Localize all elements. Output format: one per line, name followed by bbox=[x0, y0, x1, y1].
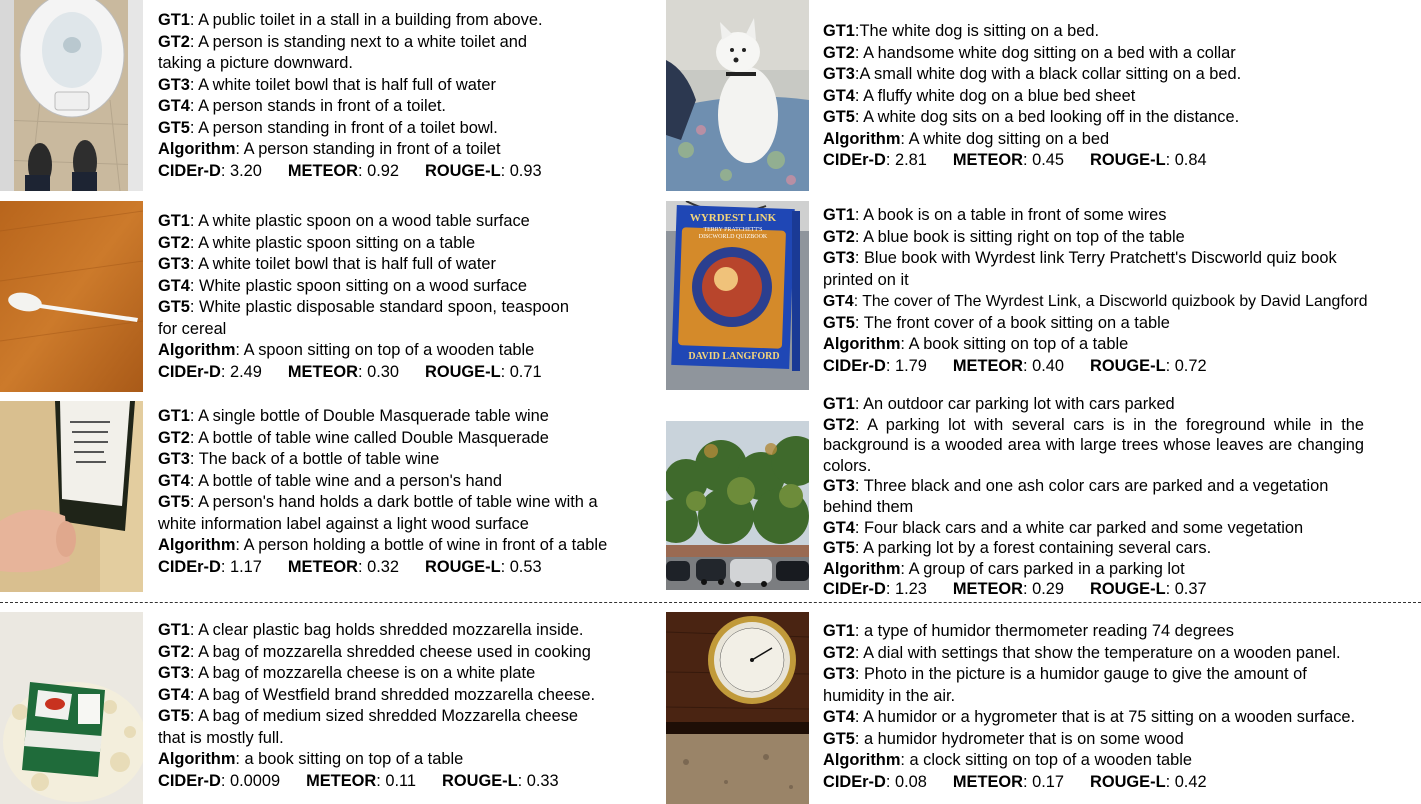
caption-algorithm: Algorithm: A book sitting on top of a table bbox=[823, 335, 1129, 353]
caption-gt3: GT3: Blue book with Wyrdest link Terry Pratchett's Discworld quiz book bbox=[823, 249, 1337, 267]
caption-gt4: GT4: A bag of Westfield brand shredded mozzarella cheese. bbox=[158, 685, 596, 704]
caption-gt5-cont: that is mostly full. bbox=[158, 728, 284, 747]
book-author-text: DAVID LANGFORD bbox=[688, 351, 780, 362]
metrics-row: CIDEr-D: 1.79 METEOR: 0.40 ROUGE-L: 0.72 bbox=[823, 356, 1207, 375]
toilet-photo bbox=[0, 0, 143, 191]
toilet-captions bbox=[158, 10, 653, 182]
caption-gt1: GT1:The white dog is sitting on a bed. bbox=[823, 22, 1100, 40]
caption-algorithm: Algorithm: a clock sitting on top of a wooden table bbox=[823, 751, 1192, 769]
caption-gt5: GT5: A bag of medium sized shredded Mozzarella cheese bbox=[158, 707, 579, 725]
caption-gt4: GT4: A humidor or a hygrometer that is at 75 sitting on a wooden surface. bbox=[823, 708, 1356, 726]
caption-gt2: GT2: A white plastic spoon sitting on a table bbox=[158, 233, 476, 252]
metrics-row: CIDEr-D: 1.17 METEOR: 0.32 ROUGE-L: 0.53 bbox=[158, 557, 542, 576]
caption-gt2: GT2: A handsome white dog sitting on a bed with a collar bbox=[823, 43, 1236, 62]
caption-gt1: GT1: A book is on a table in front of some wires bbox=[823, 206, 1167, 224]
caption-gt2: GT2: A dial with settings that show the temperature on a wooden panel. bbox=[823, 643, 1341, 662]
caption-gt3: GT3: Photo in the picture is a humidor gauge to give the amount of bbox=[823, 665, 1307, 683]
caption-gt3: GT3: A white toilet bowl that is half full of water bbox=[158, 255, 497, 273]
caption-gt3-cont: printed on it bbox=[823, 270, 909, 289]
mozzarella-bag-photo bbox=[0, 612, 143, 804]
caption-algorithm: Algorithm: A person holding a bottle of wine in front of a table bbox=[158, 536, 608, 554]
spoon-photo bbox=[0, 201, 143, 392]
caption-gt4: GT4: Four black cars and a white car parked and some vegetation bbox=[823, 518, 1304, 537]
metrics-row: CIDEr-D: 1.23 METEOR: 0.29 ROUGE-L: 0.37 bbox=[823, 580, 1207, 599]
caption-gt4: GT4: White plastic spoon sitting on a wood surface bbox=[158, 276, 527, 295]
caption-gt1: GT1: A white plastic spoon on a wood table surface bbox=[158, 212, 530, 230]
humidor-captions bbox=[823, 621, 1413, 793]
caption-gt4: GT4: A fluffy white dog on a blue bed sheet bbox=[823, 86, 1136, 105]
metrics-row: CIDEr-D: 2.81 METEOR: 0.45 ROUGE-L: 0.84 bbox=[823, 151, 1207, 169]
caption-gt5: GT5: a humidor hydrometer that is on some wood bbox=[823, 729, 1184, 748]
caption-gt2: GT2: A bottle of table wine called Double Masquerade bbox=[158, 428, 549, 447]
caption-gt4: GT4: A person stands in front of a toilet. bbox=[158, 97, 446, 115]
caption-gt2: GT2: A blue book is sitting right on top of the table bbox=[823, 227, 1185, 246]
caption-algorithm: Algorithm: A white dog sitting on a bed bbox=[823, 129, 1110, 148]
caption-algorithm: Algorithm: A person standing in front of a toilet bbox=[158, 140, 501, 158]
wine-captions bbox=[158, 406, 653, 578]
caption-gt3: GT3:A small white dog with a black collar sitting on a bed. bbox=[823, 65, 1242, 83]
dog-captions bbox=[823, 21, 1413, 172]
caption-gt1: GT1: A public toilet in a stall in a building from above. bbox=[158, 11, 543, 29]
parking-lot-photo bbox=[666, 421, 809, 590]
book-subtitle-text: TERRY PRATCHETT'S bbox=[703, 227, 763, 233]
caption-gt5: GT5: A person's hand holds a dark bottle of table wine with a bbox=[158, 493, 598, 511]
caption-gt3: GT3: The back of a bottle of table wine bbox=[158, 450, 440, 468]
caption-gt1: GT1: A clear plastic bag holds shredded mozzarella inside. bbox=[158, 621, 584, 639]
caption-gt1: GT1: An outdoor car parking lot with cars parked bbox=[823, 395, 1175, 413]
metrics-row: CIDEr-D: 3.20 METEOR: 0.92 ROUGE-L: 0.93 bbox=[158, 161, 542, 180]
caption-gt2: GT2: A person is standing next to a white toilet and bbox=[158, 32, 528, 51]
caption-gt4: GT4: The cover of The Wyrdest Link, a Discworld quizbook by David Langford bbox=[823, 293, 1368, 310]
caption-gt5: GT5: The front cover of a book sitting on a table bbox=[823, 313, 1170, 332]
caption-gt4: GT4: A bottle of table wine and a person's hand bbox=[158, 471, 502, 490]
caption-gt5: GT5: A parking lot by a forest containing several cars. bbox=[823, 539, 1212, 558]
caption-algorithm: Algorithm: A spoon sitting on top of a wooden table bbox=[158, 341, 535, 359]
caption-gt2: GT2: A parking lot with several cars is in the foreground while in the background is a wooded area with large trees whose leaves are changing colors. bbox=[823, 415, 1365, 475]
humidor-gauge-photo bbox=[666, 612, 809, 804]
book-captions bbox=[823, 205, 1419, 377]
caption-gt3: GT3: A white toilet bowl that is half full of water bbox=[158, 75, 497, 94]
caption-gt1: GT1: a type of humidor thermometer reading 74 degrees bbox=[823, 622, 1234, 640]
caption-gt2: GT2: A bag of mozzarella shredded cheese used in cooking bbox=[158, 642, 591, 661]
caption-gt5: GT5: A white dog sits on a bed looking off in the distance. bbox=[823, 108, 1240, 126]
spoon-captions bbox=[158, 211, 653, 383]
metrics-row: CIDEr-D: 2.49 METEOR: 0.30 ROUGE-L: 0.71 bbox=[158, 362, 542, 381]
book-photo bbox=[666, 201, 809, 390]
metrics-row: CIDEr-D: 0.0009 METEOR: 0.11 ROUGE-L: 0.33 bbox=[158, 771, 559, 790]
caption-gt3-cont: humidity in the air. bbox=[823, 686, 956, 705]
metrics-row: CIDEr-D: 0.08 METEOR: 0.17 ROUGE-L: 0.42 bbox=[823, 772, 1207, 791]
caption-gt3: GT3: Three black and one ash color cars are parked and a vegetation bbox=[823, 477, 1329, 496]
caption-gt5-cont: for cereal bbox=[158, 319, 227, 338]
section-divider bbox=[0, 602, 1421, 603]
book-subtitle-text-2: DISCWORLD QUIZBOOK bbox=[698, 234, 768, 240]
caption-gt2-cont: taking a picture downward. bbox=[158, 54, 353, 72]
caption-gt5: GT5: A person standing in front of a toilet bowl. bbox=[158, 118, 498, 137]
caption-gt5: GT5: White plastic disposable standard spoon, teaspoon bbox=[158, 298, 569, 316]
caption-algorithm: Algorithm: A group of cars parked in a parking lot bbox=[823, 559, 1185, 578]
caption-gt3-cont: behind them bbox=[823, 497, 914, 516]
book-title-text: WYRDEST LINK bbox=[689, 212, 777, 224]
caption-gt5-cont: white information label against a light wood surface bbox=[158, 514, 529, 533]
caption-algorithm: Algorithm: a book sitting on top of a table bbox=[158, 750, 464, 768]
wine-bottle-photo bbox=[0, 401, 143, 592]
parking-captions bbox=[823, 394, 1364, 600]
caption-gt3: GT3: A bag of mozzarella cheese is on a white plate bbox=[158, 664, 536, 682]
caption-gt1: GT1: A single bottle of Double Masquerade table wine bbox=[158, 407, 549, 425]
white-dog-photo bbox=[666, 0, 809, 191]
mozzarella-captions bbox=[158, 620, 653, 792]
